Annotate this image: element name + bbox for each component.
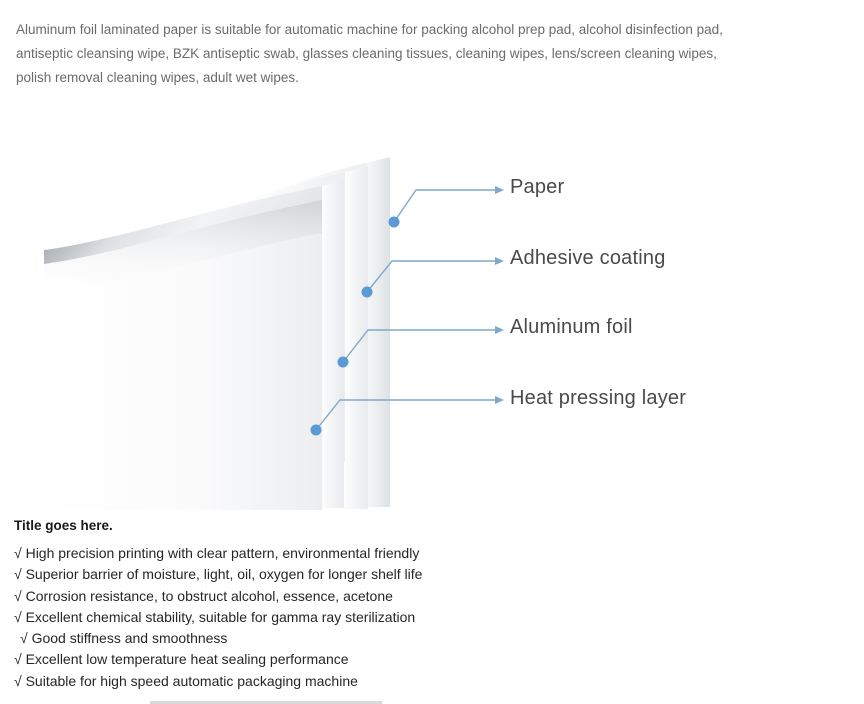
layer-sheet-front-main [44,180,344,510]
feature-item [14,586,714,607]
feature-item [14,649,714,670]
feature-text: Good stiffness and smoothness [31,630,228,647]
feature-text: Excellent low temperature heat sealing performance [25,651,349,668]
feature-item [14,671,714,692]
feature-bullet: √ [14,672,22,689]
feature-bullet: √ [14,566,22,583]
layer-structure-diagram [0,100,864,510]
feature-text: Excellent chemical stability, suitable for gamma ray sterilization [25,608,416,625]
feature-bullet: √ [14,608,22,625]
features-title: Title goes here. [14,518,113,533]
diagram-illustration [0,100,864,510]
callout-dot-adhesive-coating [362,287,373,298]
features-section [14,517,714,692]
feature-bullet: √ [14,651,22,668]
feature-item [14,628,714,649]
callout-label-aluminum-foil: Aluminum foil [510,316,633,338]
callout-label-paper: Paper [510,176,565,198]
callout-dot-paper [389,217,400,228]
feature-bullet: √ [20,630,28,647]
feature-text: High precision printing with clear pattern, environmental friendly [25,545,420,561]
feature-text: Superior barrier of moisture, light, oil, oxygen for longer shelf life [25,566,423,583]
feature-bullet: √ [14,587,22,604]
feature-item [14,543,714,564]
feature-bullet: √ [14,545,22,561]
callout-label-adhesive-coating: Adhesive coating [510,247,666,269]
feature-item [14,607,714,628]
feature-item [14,564,714,585]
callout-arrowheads [495,186,504,404]
feature-text: Corrosion resistance, to obstruct alcohol, essence, acetone [25,587,393,604]
intro-line-3: polish removal cleaning wipes, adult wet wipes. [16,70,299,85]
intro-line-2: antiseptic cleansing wipe, BZK antiseptic swab, glasses cleaning tissues, cleaning wipes, lens/screen cleaning wipes, [16,46,717,61]
feature-text: Suitable for high speed automatic packaging machine [25,672,358,689]
callout-dot-heat-pressing-layer [311,425,322,436]
intro-paragraph [16,18,816,90]
intro-line-1: Aluminum foil laminated paper is suitable for automatic machine for packing alcohol prep pad, alcohol disinfection pad, [16,22,723,37]
callout-dot-aluminum-foil [338,357,349,368]
callout-label-heat-pressing-layer: Heat pressing layer [510,387,687,409]
